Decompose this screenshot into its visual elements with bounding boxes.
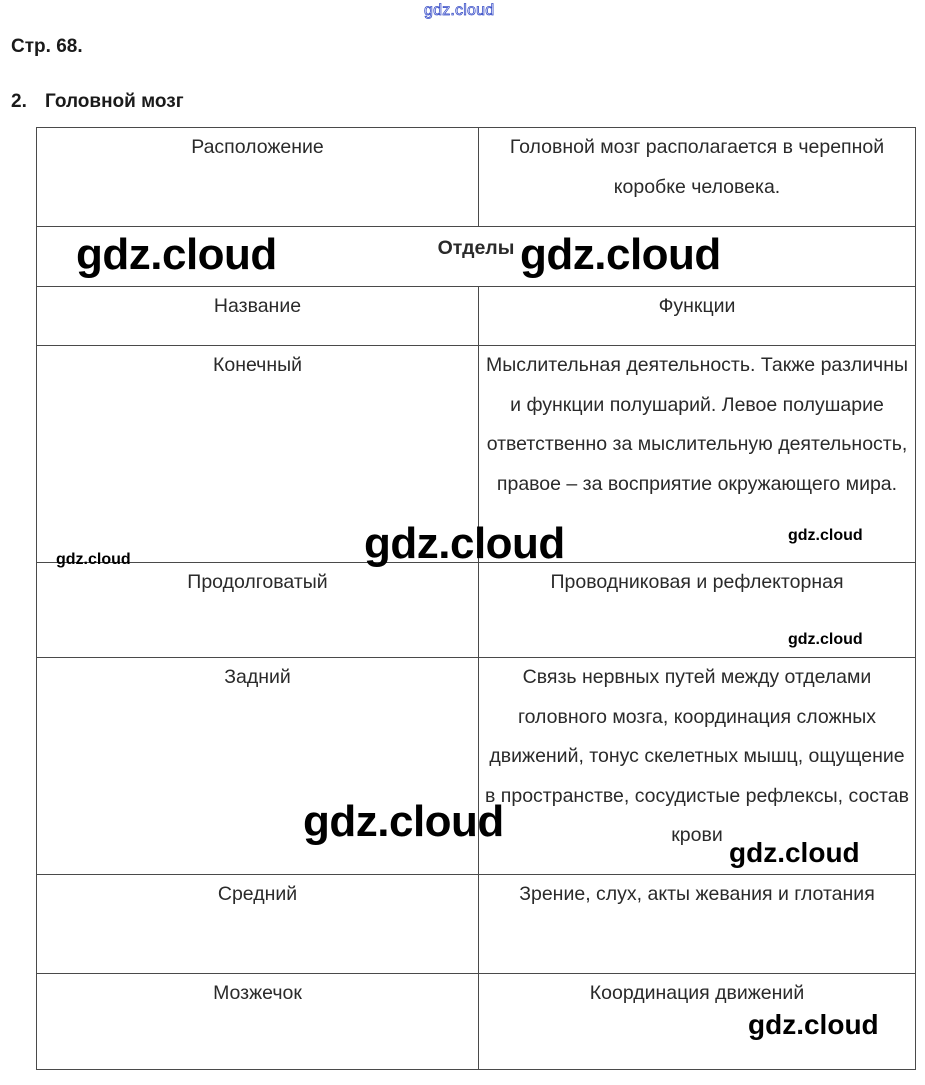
watermark: gdz.cloud — [748, 1009, 879, 1040]
location-text: Головной мозг располагается в черепной коробке человека. — [479, 128, 916, 227]
part-function: Координация движений — [479, 974, 916, 1070]
table-row — [37, 287, 916, 346]
table-row — [37, 563, 916, 658]
watermark: gdz.cloud — [729, 837, 860, 868]
section-title: Отделы — [37, 227, 916, 287]
part-function: Зрение, слух, акты жевания и глотания — [479, 875, 916, 974]
part-function: Мыслительная деятельность. Также различны и функции полушарий. Левое полушарие ответственно за мыслительную деятельность, правое – за восприятие окружающего мира. — [479, 346, 916, 563]
watermark: gdz.cloud — [364, 519, 565, 568]
watermark: gdz.cloud — [788, 527, 863, 544]
page-reference: Стр. 68. — [11, 36, 83, 57]
part-name: Продолговатый — [37, 563, 479, 658]
part-name: Средний — [37, 875, 479, 974]
location-label: Расположение — [37, 128, 479, 227]
watermark: gdz.cloud — [56, 551, 131, 568]
part-function: Связь нервных путей между отделами головного мозга, координация сложных движений, тонус скелетных мышц, ощущение в пространстве, сосудистые рефлексы, состав крови — [479, 658, 916, 875]
column-header-function: Функции — [479, 287, 916, 346]
watermark: gdz.cloud — [520, 230, 721, 279]
task-title: Головной мозг — [45, 91, 184, 112]
top-watermark: gdz.cloud — [424, 2, 495, 19]
task-heading — [11, 91, 184, 113]
table-row — [37, 875, 916, 974]
watermark: gdz.cloud — [303, 797, 504, 846]
watermark: gdz.cloud — [76, 230, 277, 279]
task-number: 2. — [11, 91, 27, 112]
part-name: Конечный — [37, 346, 479, 563]
part-name: Мозжечок — [37, 974, 479, 1070]
table-row — [37, 128, 916, 227]
column-header-name: Название — [37, 287, 479, 346]
part-name: Задний — [37, 658, 479, 875]
watermark: gdz.cloud — [788, 631, 863, 648]
part-function: Проводниковая и рефлекторная — [479, 563, 916, 658]
